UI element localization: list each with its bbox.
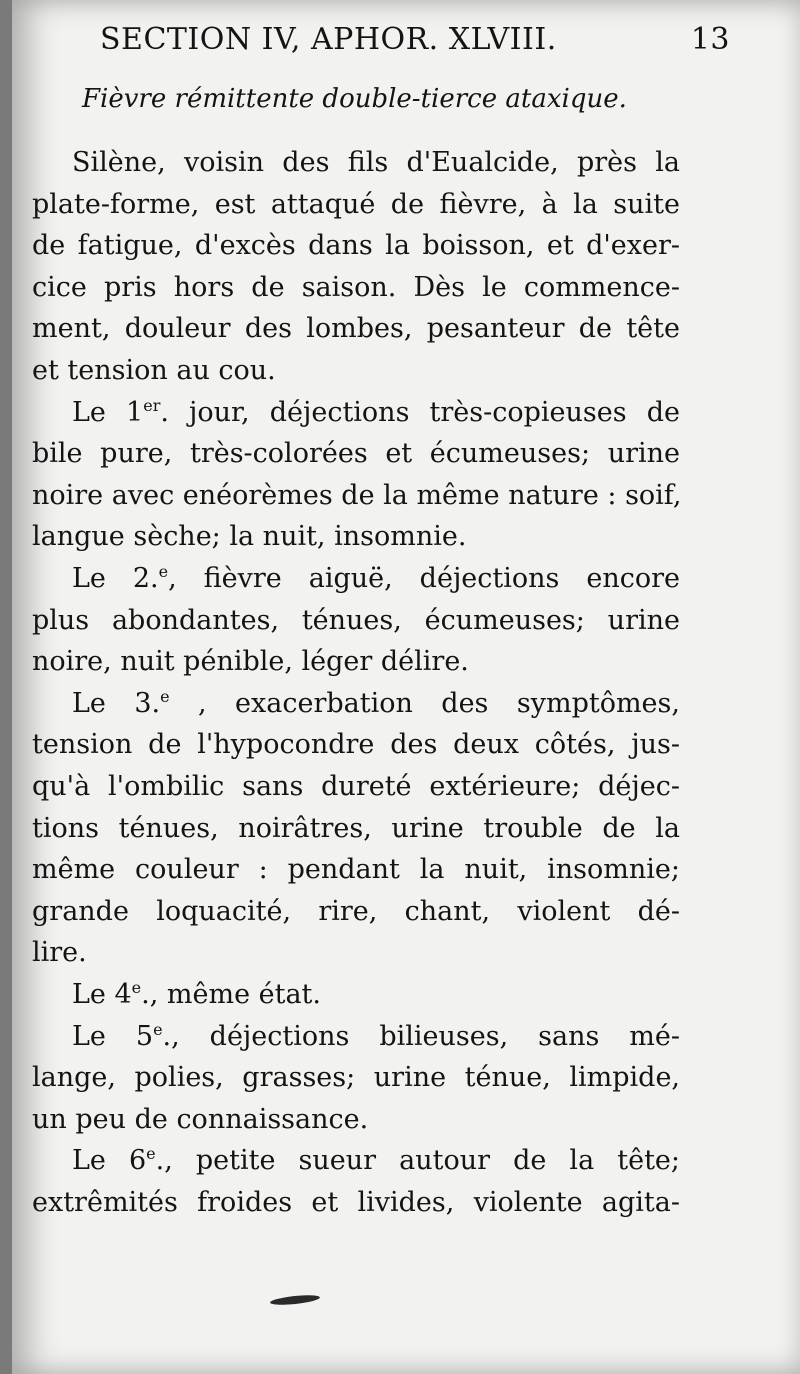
text-line: tions ténues, noirâtres, urine trouble de la bbox=[32, 812, 680, 844]
ink-blot bbox=[270, 1293, 321, 1306]
text-line: lange, polies, grasses; urine ténue, limpide, bbox=[32, 1062, 680, 1094]
text-line: qu'à l'ombilic sans dureté extérieure; déjec- bbox=[32, 771, 680, 802]
text-line: même couleur : pendant la nuit, insomnie; bbox=[32, 854, 680, 886]
running-title: SECTION IV, APHOR. XLVIII. bbox=[100, 22, 557, 57]
text-line: et tension au cou. bbox=[32, 355, 276, 386]
text-line: cice pris hors de saison. Dès le commence- bbox=[32, 271, 680, 303]
text-line: ment, douleur des lombes, pesanteur de tête bbox=[32, 313, 680, 345]
text-line: Le 3.$^e$ , exacerbation des symptômes, bbox=[72, 686, 680, 719]
text-line: tension de l'hypocondre des deux côtés, jus- bbox=[32, 729, 680, 761]
text-line: Le 4e., même état. bbox=[72, 978, 321, 1010]
page-number: 13 bbox=[690, 22, 730, 57]
text-line: extrêmités froides et livides, violente agita- bbox=[32, 1187, 680, 1218]
text-line: Le 5e., déjections bilieuses, sans mé- bbox=[72, 1019, 681, 1052]
text-line: plus abondantes, ténues, écumeuses; urine bbox=[32, 604, 680, 636]
text-line: langue sèche; la nuit, insomnie. bbox=[32, 521, 467, 553]
text-line: Le 2.$^e$, fièvre aiguë, déjections encore bbox=[72, 562, 680, 594]
text-line: bile pure, très-colorées et écumeuses; urine bbox=[32, 438, 680, 470]
text-line: Le 6e., petite sueur autour de la tête; bbox=[72, 1144, 680, 1177]
text-line: de fatigue, d'excès dans la boisson, et d'exer- bbox=[32, 230, 680, 262]
text-line: Silène, voisin des fils d'Eualcide, près la bbox=[72, 147, 680, 178]
text-line: Le 1er. jour, déjections très-copieuses de bbox=[72, 395, 680, 428]
text-line: plate-forme, est attaqué de fièvre, à la suite bbox=[32, 188, 680, 220]
text-line: lire. bbox=[32, 937, 87, 969]
text-line: grande loquacité, rire, chant, violent dé- bbox=[32, 895, 680, 927]
text-line: un peu de connaissance. bbox=[32, 1103, 369, 1135]
running-header bbox=[72, 22, 730, 62]
text-line: noire, nuit pénible, léger délire. bbox=[32, 646, 469, 678]
book-page bbox=[12, 0, 800, 1374]
section-subtitle: Fièvre rémittente double-tierce ataxique. bbox=[82, 84, 627, 114]
text-line: noire avec enéorèmes de la même nature : soif, bbox=[32, 479, 682, 511]
